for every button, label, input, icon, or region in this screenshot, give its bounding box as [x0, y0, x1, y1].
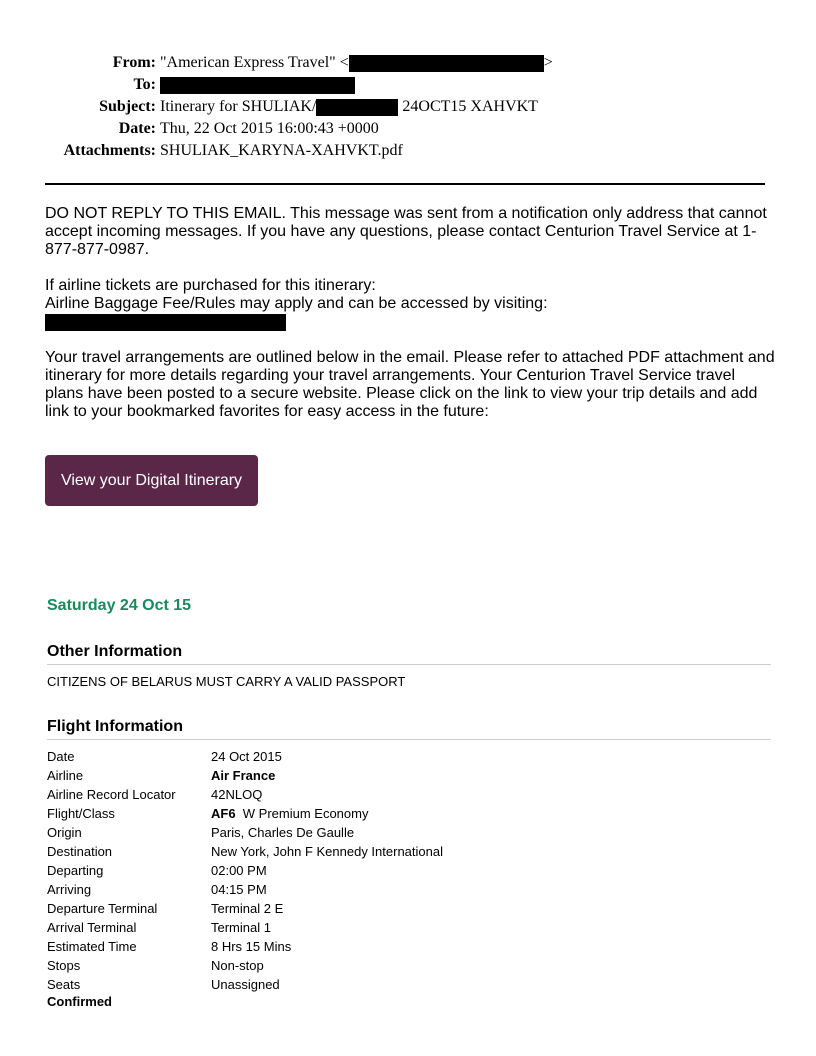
- departing-label: Departing: [47, 863, 104, 878]
- airline-value: Air France: [211, 768, 276, 783]
- redacted-recipient: [160, 77, 355, 94]
- arrangements-text: Your travel arrangements are outlined below in the email. Please refer to attached PDF attachment and itinerary for more details regarding your travel arrangements. Your Centurion Travel Service travel plans have been posted to a secure website. Please click on the link to view your trip details and add link to your bookmarked favorites for easy access in the future:: [45, 349, 775, 420]
- view-digital-itinerary-button[interactable]: View your Digital Itinerary: [45, 455, 258, 506]
- header-to: [0, 74, 816, 96]
- arrangements-paragraph: [45, 349, 775, 421]
- record-locator-value: 42NLOQ: [211, 787, 263, 802]
- attachments-label: Attachments:: [63, 142, 156, 159]
- table-row: [47, 956, 443, 975]
- redacted-name: [316, 99, 398, 116]
- destination-label: Destination: [47, 844, 113, 859]
- subject-prefix: Itinerary for SHULIAK/: [160, 98, 317, 115]
- table-row: [47, 842, 443, 861]
- from-name: "American Express Travel" <: [160, 54, 349, 71]
- flight-information-title: Flight Information: [47, 718, 771, 740]
- redacted-link: [45, 314, 286, 331]
- stops-label: Stops: [47, 958, 81, 973]
- destination-value: New York, John F Kennedy International: [211, 844, 443, 859]
- booking-status: Confirmed: [47, 994, 112, 1009]
- table-row: [47, 861, 443, 880]
- other-information-title: Other Information: [47, 643, 771, 665]
- seats-label: Seats: [47, 977, 81, 992]
- other-information-text: CITIZENS OF BELARUS MUST CARRY A VALID PASSPORT: [47, 674, 406, 689]
- header-attachments: [0, 140, 816, 162]
- arriving-value: 04:15 PM: [211, 882, 267, 897]
- attachment-file[interactable]: SHULIAK_KARYNA-XAHVKT.pdf: [160, 142, 403, 159]
- record-locator-label: Airline Record Locator: [47, 787, 176, 802]
- from-label: From:: [112, 54, 156, 71]
- origin-label: Origin: [47, 825, 82, 840]
- departure-terminal-value: Terminal 2 E: [211, 901, 284, 916]
- itinerary-date-heading: Saturday 24 Oct 15: [47, 597, 192, 614]
- email-headers: [0, 52, 816, 162]
- table-row: [47, 975, 443, 994]
- flight-details-table: [47, 747, 443, 994]
- subject-label: Subject:: [99, 98, 156, 115]
- seats-value: Unassigned: [211, 977, 280, 992]
- arrival-terminal-value: Terminal 1: [211, 920, 271, 935]
- notice-text: DO NOT REPLY TO THIS EMAIL. This message was sent from a notification only address that cannot accept incoming messages. If you have any questions, please contact Centurion Travel Service at 1-877-877-0987.: [45, 205, 767, 258]
- table-row: [47, 804, 443, 823]
- flight-number: AF6: [211, 806, 236, 821]
- from-close: >: [543, 54, 553, 71]
- date-field-value: 24 Oct 2015: [211, 749, 282, 764]
- header-divider: [45, 183, 765, 185]
- estimated-time-value: 8 Hrs 15 Mins: [211, 939, 292, 954]
- table-row: [47, 918, 443, 937]
- class-value: W Premium Economy: [235, 806, 369, 821]
- date-label: Date:: [118, 120, 156, 137]
- header-subject: [0, 96, 816, 118]
- header-from: [0, 52, 816, 74]
- table-row: [47, 766, 443, 785]
- table-row: [47, 899, 443, 918]
- to-label: To:: [133, 76, 156, 93]
- arrival-terminal-label: Arrival Terminal: [47, 920, 137, 935]
- estimated-time-label: Estimated Time: [47, 939, 137, 954]
- baggage-line-1: If airline tickets are purchased for this itinerary:: [45, 277, 376, 294]
- subject-suffix: 24OCT15 XAHVKT: [398, 98, 538, 115]
- header-date: [0, 118, 816, 140]
- date-value: Thu, 22 Oct 2015 16:00:43 +0000: [160, 120, 379, 137]
- table-row: [47, 880, 443, 899]
- table-row: [47, 747, 443, 766]
- table-row: [47, 785, 443, 804]
- origin-value: Paris, Charles De Gaulle: [211, 825, 355, 840]
- departing-value: 02:00 PM: [211, 863, 267, 878]
- date-field-label: Date: [47, 749, 75, 764]
- table-row: [47, 937, 443, 956]
- baggage-paragraph: [45, 277, 775, 336]
- redacted-email: [349, 55, 544, 72]
- baggage-line-2: Airline Baggage Fee/Rules may apply and can be accessed by visiting:: [45, 295, 548, 312]
- notice-paragraph: [45, 205, 775, 259]
- flight-class-label: Flight/Class: [47, 806, 115, 821]
- stops-value: Non-stop: [211, 958, 264, 973]
- airline-label: Airline: [47, 768, 84, 783]
- table-row: [47, 823, 443, 842]
- arriving-label: Arriving: [47, 882, 92, 897]
- departure-terminal-label: Departure Terminal: [47, 901, 158, 916]
